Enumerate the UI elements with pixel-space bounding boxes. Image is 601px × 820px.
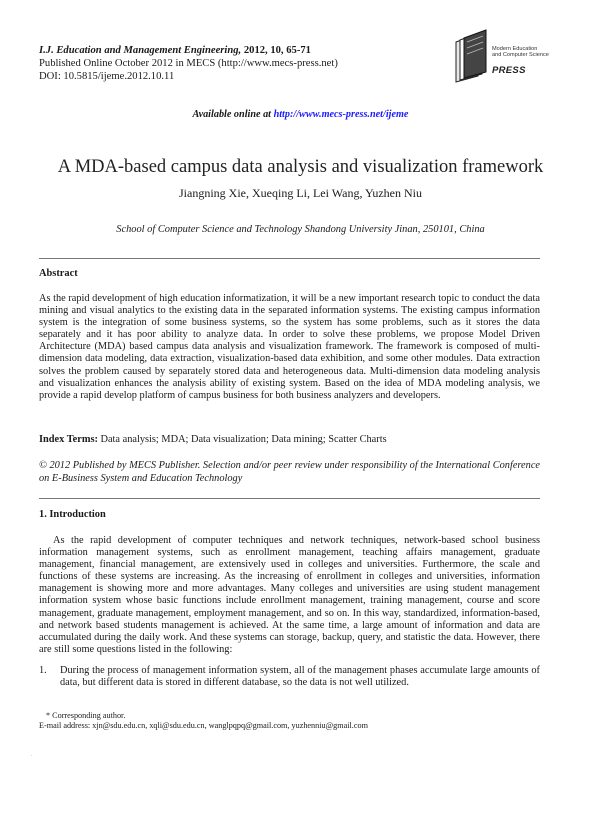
margin-mark: ·: [31, 754, 33, 759]
journal-url-link[interactable]: http://www.mecs-press.net/ijeme: [273, 109, 409, 120]
journal-issue: 2012, 10, 65-71: [241, 45, 311, 56]
journal-name: I.J. Education and Management Engineering,: [39, 45, 242, 56]
book-stack-icon: [452, 28, 492, 84]
introduction-body: [39, 535, 540, 656]
availability-label: Available online at: [192, 109, 274, 120]
published-line: Published Online October 2012 in MECS (http://www.mecs-press.net): [39, 58, 338, 69]
logo-press: PRESS: [492, 65, 526, 76]
doi-line: DOI: 10.5815/ijeme.2012.10.11: [39, 71, 175, 82]
abstract-body: [39, 293, 540, 402]
email-addresses: E-mail address: xjn@sdu.edu.cn, xqli@sdu.edu.cn, wanglpqpq@gmail.com, yuzhenniu@gmail.com: [39, 721, 368, 730]
journal-header: [39, 44, 311, 57]
index-terms-text: Data analysis; MDA; Data visualization; Data mining; Scatter Charts: [100, 434, 387, 445]
corresponding-author-note: * Corresponding author.: [46, 711, 126, 720]
abstract-top-rule: [39, 258, 540, 259]
list-item-number: 1.: [39, 665, 47, 676]
abstract-text: As the rapid development of high education informatization, it will be a new important research topic to conduct the data mining and visual analytics to the existing data in the separated information systems. The existing campus information system is the integration of some business systems, so the system has some problems, such as it stores the data separately and it has poor ability to analyze data. In order to solve these problems, we propose Model Driven Architecture (MDA) based campus data analysis and visualization framework. The framework is composed of multi-dimension data modeling, data extraction, visualization-based data exhibition, and some other modules. Data extraction solves the problem caused by separately stored data and heterogeneous data. Multi-dimension data modeling analysis and visualization enhances the analysis ability of existing system. Based on the idea of MDA modeling analysis, we provide a rapid develop platform of campus business for both business analyzers and developers.: [39, 293, 540, 401]
mecs-press-logo: [452, 28, 558, 84]
logo-text: Modern Education and Computer Science: [492, 46, 549, 59]
paper-title: A MDA-based campus data analysis and visualization framework: [57, 157, 544, 177]
introduction-paragraph: As the rapid development of computer techniques and network techniques, network-based school business information management systems, such as enrollment management, teaching affairs management, graduate management, financial management, are extensively used in colleges and universities. Furthermore, the scale and functions of these systems are increasing. As the increasing of enrollment in colleges and universities, information management is showing more and more advantages. Many colleges and universities are using student management information system whose basic functions include enrollment management, training management, course and score management, graduate management, employment management, and so on. In this way, standardized, information-based, and network based students management is achieved. At the same time, a large amount of information and data are accumulated during the daily work. And these systems can storage, backup, query, and statistic the data. However, there are still some questions listed in the following:: [39, 535, 540, 655]
index-terms-label: Index Terms:: [39, 434, 101, 445]
intro-top-rule: [39, 498, 540, 499]
abstract-heading: Abstract: [39, 268, 78, 279]
affiliation: School of Computer Science and Technology Shandong University Jinan, 250101, China: [116, 224, 485, 235]
list-item-text: During the process of management information system, all of the management phases accumulate large amounts of data, but different data is stored in different database, so the data is not well utilized.: [60, 665, 540, 689]
introduction-heading: 1. Introduction: [39, 509, 106, 520]
availability-line: [0, 109, 601, 120]
author-list: Jiangning Xie, Xueqing Li, Lei Wang, Yuzhen Niu: [179, 186, 422, 200]
index-terms: [39, 434, 540, 446]
copyright-notice: © 2012 Published by MECS Publisher. Selection and/or peer review under responsibility of the International Conference on E-Business System and Education Technology: [39, 460, 540, 484]
